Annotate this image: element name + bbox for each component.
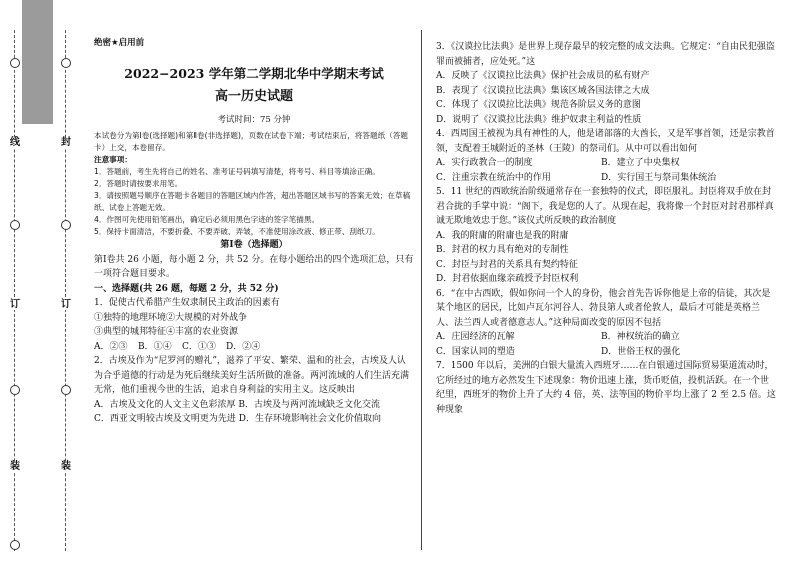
- section-heading: 第Ⅰ卷（选择题）: [220, 240, 288, 250]
- binding-label-bind: 订: [61, 299, 71, 310]
- option-b: B．建立了中央集权: [601, 158, 680, 168]
- section-description: 第Ⅰ卷共 26 小题，每小题 2 分，共 52 分。在每小题给出的四个选项汇总，只有一项符合题目要求。: [94, 254, 414, 279]
- left-column: [94, 36, 414, 427]
- question-options: [436, 171, 776, 186]
- note-item: 1．答题前，考生先将自己的姓名、准考证号码填写清楚，将考号、科目等填涂正确。: [94, 167, 380, 176]
- option-d: D．封君依据血缘亲疏授予封臣权利: [436, 274, 579, 284]
- page-divider: [421, 30, 422, 550]
- binding-hole-circle: [10, 385, 20, 395]
- question-stem: 1．促使古代希腊产生奴隶制民主政治的因素有: [94, 298, 280, 308]
- option-d: D．世俗王权的强化: [601, 346, 681, 357]
- option-d: D．说明了《汉谟拉比法典》维护奴隶主利益的性质: [436, 114, 642, 125]
- question-stem: 4．西周国王被视为具有神性的人，他是诸部落的大酋长，又是军事首领，还是宗教首领，支配着王城附近的圣林（王陵）的祭司们。从中可以看出如何: [436, 129, 775, 154]
- option-a: A．②③: [94, 341, 128, 352]
- option-c: C．西亚文明较古埃及文明更为先进: [94, 414, 236, 424]
- option-d: D．实行国王与祭司集体统治: [601, 172, 717, 183]
- binding-label-bind: 订: [10, 299, 20, 310]
- option-a: A．我的附庸的附庸也是我的附庸: [436, 230, 569, 241]
- question-item: ③典型的城邦特征④丰富的农业资源: [94, 327, 239, 337]
- option-b: B．神权统治的确立: [601, 332, 680, 342]
- paper-title: 高一历史试题: [214, 88, 293, 104]
- binding-grey-bar: [22, 0, 53, 124]
- binding-label-line: 线: [10, 137, 20, 148]
- question-stem: 3．《汉谟拉比法典》是世界上现存最早的较完整的成文法典。它规定：“自由民犯强盗罪而被捕者，应处死。”这: [436, 42, 775, 67]
- binding-dashed-line-inner: [65, 30, 66, 551]
- binding-hole-circle: [10, 540, 20, 550]
- question-stem: 5．11 世纪的西欧统治阶级通常存在一套独特的仪式，即臣服礼。封臣将双手放在封君合拢的手掌中说：“阁下，我是您的人了。从现在起，我将像一个封臣对封君那样真诚无欺地效忠于您。”该仪式所反映的政治制度: [436, 187, 774, 226]
- question-stem: 6．“在中古西欧，假如你问一个人的身份，他会首先告诉你他是上帝的信徒，其次是某个地区的居民，比如卢瓦尔河谷人、勃艮第人或者伦敦人，最后才可能是英格兰人、法兰西人或者德意志人。”这种局面改变的原因不包括: [436, 288, 771, 328]
- binding-margin: [0, 0, 82, 561]
- binding-hole-circle: [10, 58, 20, 68]
- binding-label-pack: 装: [10, 461, 20, 472]
- question-stem: 7．1500 年以后，美洲的白银大量流入西班牙……在白银通过国际贸易渠道流动时，它所经过的地方必然发生下述现象：物价迅速上涨，货币贬值，投机活跃。在一个世纪里，西班牙的物价上升了大约 4 倍，英、法等国的物价平均上涨了 2 至 2.5 倍。这种现象: [436, 361, 776, 415]
- option-b: B．封君的权力具有绝对的专制性: [436, 245, 569, 255]
- option-a: A．古埃及文化的人文主义色彩浓厚: [94, 399, 236, 410]
- right-column: [436, 40, 776, 417]
- option-a: A．庄园经济的瓦解: [436, 332, 515, 342]
- notes-title: 注意事项：: [94, 155, 132, 164]
- option-d: D．②④: [226, 341, 261, 352]
- question-options: [436, 330, 776, 345]
- option-a: A．实行政教合一的制度: [436, 158, 533, 168]
- part-heading: 一、选择题(共 26 题，每题 2 分，共 52 分): [94, 283, 279, 294]
- question-options: [94, 340, 414, 355]
- exam-time: 考试时间：75 分钟: [217, 114, 291, 125]
- binding-hole-circle: [61, 385, 71, 395]
- option-b: B．表现了《汉谟拉比法典》集该区域各国法律之大成: [436, 85, 650, 96]
- note-item: 4．作图可先使用铅笔画出，确定后必须用黑色字迹的签字笔描黑。: [94, 215, 320, 224]
- question-item: ①独特的地理环境②大规模的对外战争: [94, 312, 248, 323]
- option-c: C．封臣与封君的关系具有契约特征: [436, 259, 578, 270]
- option-c: C．①③: [182, 341, 216, 352]
- secret-label: 绝密★启用前: [94, 38, 145, 48]
- binding-dashed-line-outer: [14, 30, 15, 551]
- note-item: 2．答题时请按要求用笔。: [94, 179, 183, 188]
- binding-label-seal: 封: [61, 137, 71, 148]
- option-c: C．注重宗教在统治中的作用: [436, 172, 551, 183]
- option-c: C．国家认同的塑造: [436, 346, 515, 357]
- exam-title: 2022−2023 学年第二学期北华中学期末考试: [124, 65, 384, 81]
- binding-hole-circle: [61, 220, 71, 230]
- question-stem: 2．古埃及作为“尼罗河的赠礼”，滋养了平安、繁荣、温和的社会，古埃及人认为合乎道德的行动是为死后继续美好生活所做的准备。两河流域的人们生活充满无常，他们重视今世的生活，追求自身利益的实用主义。这反映出: [94, 356, 410, 395]
- option-b: B．古埃及与两河流域缺乏文化交流: [238, 399, 381, 410]
- question-options: [94, 412, 414, 427]
- option-c: C．体现了《汉谟拉比法典》规范各阶层义务的意图: [436, 100, 641, 110]
- exam-intro: 本试卷分为第Ⅰ卷(选择题)和第Ⅱ卷(非选择题)，页数在试卷下端；考试结束后，将答题纸（答题卡）上交，本卷留存。: [94, 131, 408, 152]
- question-options: [94, 398, 414, 413]
- binding-label-pack: 装: [61, 461, 71, 472]
- note-item: 5．保持卡面清洁，不要折叠、不要弄破、弄皱，不准使用涂改液、修正带、刮纸刀。: [94, 227, 380, 236]
- question-options: [436, 156, 776, 171]
- binding-hole-circle: [10, 220, 20, 230]
- option-d: D．生存环境影响社会文化价值取向: [238, 414, 381, 424]
- question-options: [436, 345, 776, 360]
- note-item: 3．请按照题号顺序在答题卡各题目的答题区域内作答，超出答题区域书写的答案无效；在草稿纸、试卷上答题无效。: [94, 191, 411, 212]
- option-a: A．反映了《汉谟拉比法典》保护社会成员的私有财产: [436, 71, 650, 81]
- option-b: B．①④: [138, 341, 172, 352]
- binding-hole-circle: [61, 58, 71, 68]
